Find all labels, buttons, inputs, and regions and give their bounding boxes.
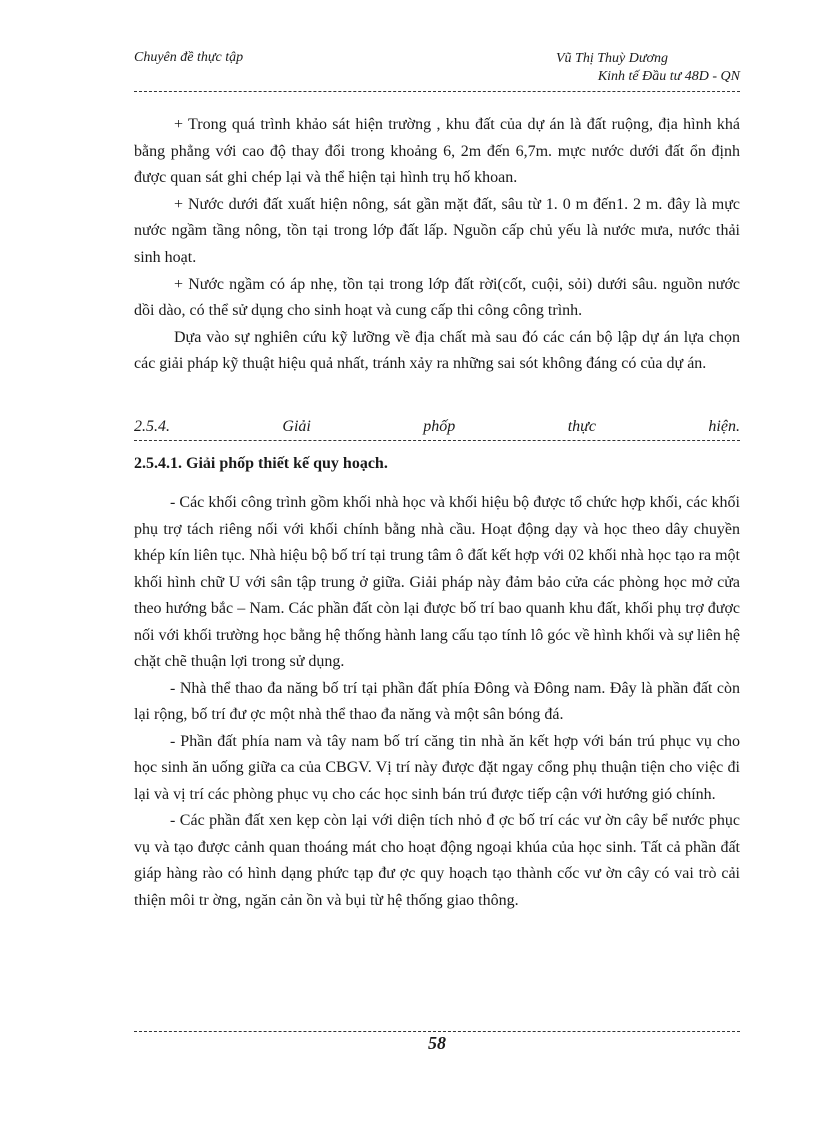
paragraph: Dựa vào sự nghiên cứu kỹ lưỡng về địa chất mà sau đó các cán bộ lập dự án lựa chọn các giải pháp kỹ thuật hiệu quả nhất, tránh xảy ra những sai sót không đáng có của dự án.: [134, 328, 740, 373]
page-header: [134, 50, 740, 86]
subsection-heading: 2.5.4.1. Giải phốp thiết kế quy hoạch.: [134, 455, 388, 472]
section-word: Giải: [282, 418, 311, 435]
paragraph: + Nước dưới đất xuất hiện nông, sát gần mặt đất, sâu từ 1. 0 m đến1. 2 m. đây là mực nước ngầm tầng nông, tồn tại trong lớp đất lấp. Nguồn cấp chủ yếu là nước mưa, nước thải sinh hoạt.: [134, 195, 740, 266]
paragraph: + Trong quá trình khảo sát hiện trường , khu đất của dự án là đất ruộng, địa hình khá bằng phẳng với cao độ thay đổi trong khoảng 6, 2m đến 6,7m. mực nước dưới đất ổn định được quan sát ghi chép lại và thể hiện tại hình trụ hố khoan.: [134, 116, 740, 187]
footer-divider: [134, 1031, 740, 1032]
paragraph: + Nước ngầm có áp nhẹ, tồn tại trong lớp đất rời(cốt, cuội, sỏi) dưới sâu. nguồn nước dồi dào, có thể sử dụng cho sinh hoạt và cung cấp thi công công trình.: [134, 275, 740, 320]
section-word: hiện.: [708, 418, 740, 435]
section-word: thực: [567, 418, 596, 435]
header-author-class: Kinh tế Đầu tư 48D - QN: [597, 69, 740, 84]
paragraph: - Nhà thể thao đa năng bố trí tại phần đất phía Đông và Đông nam. Đây là phần đất còn lại rộng, bố trí đư ợc một nhà thể thao đa năng và một sân bóng đá.: [134, 679, 740, 723]
paragraph: - Phần đất phía nam và tây nam bố trí căng tin nhà ăn kết hợp với bán trú phục vụ cho học sinh ăn uống giữa ca của CBGV. Vị trí này được đặt ngay cổng phụ thuận tiện cho việc đi lại và vị trí các phòng phục vụ cho các học sinh bán trú được tiếp cận với hướng gió chính.: [134, 732, 740, 803]
body-text-top: [134, 112, 740, 378]
section-word: phốp: [423, 418, 456, 435]
body-text-bottom: [134, 490, 740, 914]
header-divider: [134, 91, 740, 92]
paragraph: - Các phần đất xen kẹp còn lại với diện tích nhỏ đ ợc bố trí các vư ờn cây bể nước phục vụ và tạo được cảnh quan thoáng mát cho hoạt động ngoại khúa của học sinh. Tất cả phần đất giáp hàng rào có hình dạng phức tạp đư ợc quy hoạch tạo thành cốc vư ờn cây có vai trò cải thiện môi tr ờng, ngăn cản ồn và bụi từ hệ thống giao thông.: [134, 812, 740, 909]
section-number: 2.5.4.: [134, 418, 170, 435]
paragraph: - Các khối công trình gồm khối nhà học và khối hiệu bộ được tổ chức hợp khối, các khối phụ trợ tách riêng nối với khối chính bằng nhà cầu. Hoạt động dạy và học theo dây chuyền khép kín liên tục. Nhà hiệu bộ bố trí tại trung tâm ô đất kết hợp với 02 khối nhà học tạo ra một khối hình chữ U với sân tập trung ở giữa. Giải pháp này đảm bảo cửa các phòng học mở cửa theo hướng bắc – Nam. Các phần đất còn lại được bố trí bao quanh khu đất, khối phụ trợ được nối với khối trường học bằng hệ thống hành lang cấu tạo tính lô góc về hình khối và sự liên hệ chặt chẽ thuận lợi trong sử dụng.: [134, 494, 740, 670]
page-number: 58: [428, 1033, 446, 1053]
header-author-block: [520, 50, 740, 86]
header-author-name: Vũ Thị Thuỳ Dương: [556, 51, 668, 66]
section-heading: [134, 418, 740, 441]
header-document-title: Chuyên đề thực tập: [134, 50, 244, 65]
